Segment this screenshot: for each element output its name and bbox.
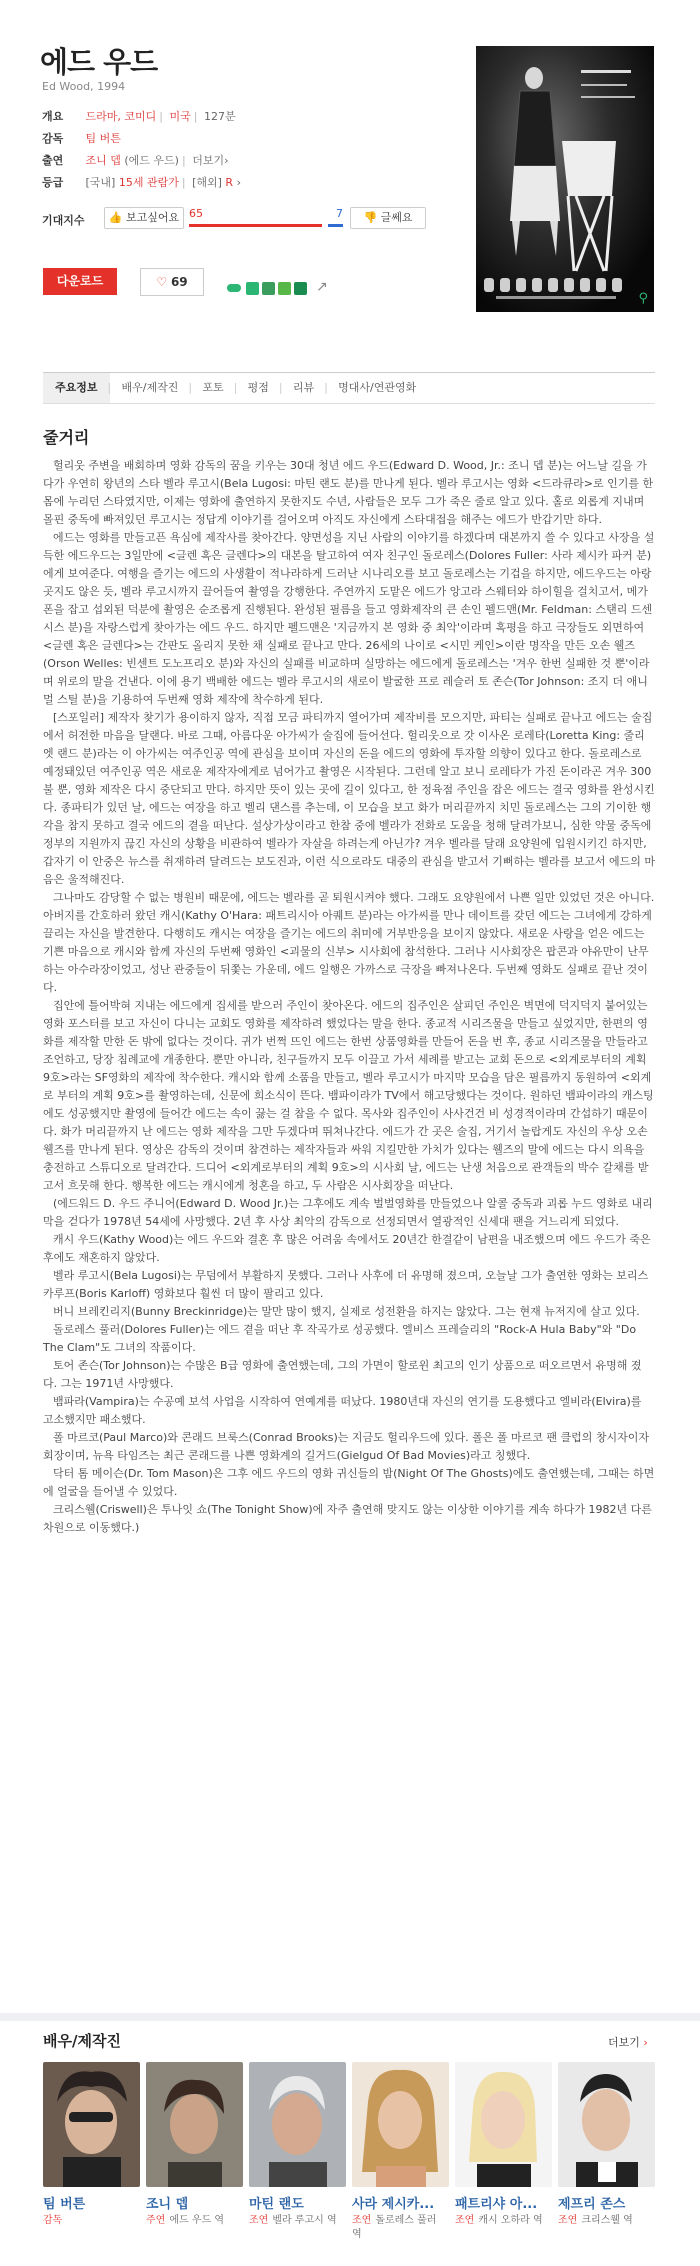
heart-icon: ♡ [156,275,168,289]
cast-role: 조연 캐시 오하라 역 [455,2215,543,2226]
cast-more-link[interactable]: 더보기 › [608,2036,648,2049]
not-bar [328,224,343,227]
cast-name[interactable]: 마틴 랜도 [249,2197,304,2212]
info-rating-row: 등급 [국내] 15세 관람가 | [해외] R › [42,176,241,189]
cast-card[interactable] [249,2062,346,2228]
want-to-see-button[interactable]: 👍 보고싶어요 [104,207,184,229]
search-icon[interactable]: ⚲ [638,291,648,306]
cast-name[interactable]: 사라 제시카... [352,2197,435,2212]
cast-section-title: 배우/제작진 [43,2032,121,2050]
tab-3[interactable]: | 평점 [236,373,281,403]
plot-paragraph: 폴 마르코(Paul Marco)와 콘래드 브룩스(Conrad Brooks)는 지금도 헐리우드에 있다. 폴은 폴 마르코 팬 클럽의 창시자이자 회장이며, 뉴욕 타임즈는 최근 콘래드를 나쁜 영화계의 길거드(Gielgud Of Bad Movies)라고 칭했다. [43,1431,649,1462]
share-me2-icon[interactable] [294,282,307,295]
rating-foreign-link[interactable]: R [225,176,234,189]
plot-paragraph: 토어 존슨(Tor Johnson)는 수많은 B급 영화에 출연했는데, 그의 가면이 할로윈 최고의 인기 상품으로 떠오르면서 유명해 졌다. 그는 1971년 사망했다. [43,1359,642,1390]
cast-photo[interactable] [249,2062,346,2187]
plot-paragraph: 닥터 톰 메이슨(Dr. Tom Mason)은 그후 에드 우드의 영화 귀신들의 밤(Night Of The Ghosts)에도 출연했는데, 그때는 하면에 얼굴을 들어낼 수 있었다. [43,1467,655,1498]
plot-paragraph: 헐리웃 주변을 배회하며 영화 감독의 꿈을 키우는 30대 청년 에드 우드(Edward D. Wood, Jr.: 조니 뎁 분)는 어느날 길을 가다가 우연히 왕년의 스타 벨라 루고시(Bela Lugosi: 마틴 랜도 분)를 만나게 된다. 벨라 루고시는 영화 <드라큐라>로 인기를 한 몸에 누리던 스타였지만, 이제는 영화에 출연하지 못한지도 수년, 사람들은 모두 그가 죽은 줄로 알고 있다. 홀로 외롭게 지내며 몰핀 중독에 빠져있던 루고시는 정답게 이야기를 걸어오며 아직도 자신에게 스타대접을 해주는 에드가 반갑기만 하다. [43,459,654,526]
cast-more-link[interactable]: 더보기 [192,154,225,167]
info-director-row [42,130,121,146]
plot-paragraph: 크리스웰(Criswell)은 투나잇 쇼(The Tonight Show)에 자주 출연해 맞지도 않는 이상한 이야기를 계속 하다가 1982년 다른 차원으로 이동했다.) [43,1503,652,1534]
cast-name[interactable]: 팀 버튼 [43,2197,86,2212]
want-count: 65 [189,207,203,220]
plot-paragraph: 버니 브레킨리지(Bunny Breckinridge)는 말만 많이 했지, 실제로 성전환을 하지는 않았다. 그는 현재 뉴저지에 살고 있다. [53,1305,640,1318]
cast-card[interactable] [43,2062,140,2228]
genre-link[interactable]: 드라마, 코미디 [85,110,157,123]
thumbs-down-icon: 👎 [363,211,378,224]
movie-subtitle: Ed Wood, 1994 [42,80,126,93]
like-count: 69 [170,275,188,289]
cast-card[interactable] [558,2062,655,2228]
plot-paragraph: [스포일러] 제작자 찾기가 용이하지 않자, 직접 모금 파티까지 열어가며 제작비를 모으지만, 파티는 실패로 끝나고 에드는 술집에서 허전한 마음을 달랜다. 바로 그때, 아름다운 아가씨가 술집에 들어선다. 헐리웃으로 갓 이사온 로레타(Loretta King: 줄리엣 랜드 분)라는 이 아가씨는 여주인공 역에 관심을 보이며 자신의 돈을 에드의 영화에 투자할 의향이 있다고 한다. 돌로레스로 예정돼있던 여주인공 역은 새로운 제작자에게로 넘어가고 촬영은 시작된다. 그런데 알고 보니 로레타가 가진 돈이라곤 겨우 300불 뿐, 영화 제작은 다시 중단되고 만다. 하지만 뜻이 있는 곳에 길이 있다고, 한 정육점 주인을 잡은 에드는 결국 영화를 완성시킨다. 종파티가 있던 날, 에드는 여장을 하고 벨리 댄스를 추는데, 이 모습을 보고 화가 머리끝까지 치민 돌로레스는 그의 기이한 행각을 참지 못하고 결국 에드의 곁을 떠난다. 설상가상이라고 한참 중에 벨라가 전화로 도움을 청해 달려가보니, 심한 약물 중독에 정부의 지원까지 끊긴 자신의 상황을 비관하여 벨라가 자살을 하려는게 아닌가? 겨우 벨라를 달래 요양원에 입원시키긴 하지만, 갑자기 이 안중은 뉴스를 취재하려 달려드는 보도진과, 이런 식으로라도 대중의 관심을 받고서 기뻐하는 벨라를 보고서 에드의 마음은 울적해진다. [43,711,655,886]
runtime: 127분 [203,110,236,123]
share-band-icon[interactable] [246,282,259,295]
share-cafe-icon[interactable] [278,282,291,295]
cast-role: 조연 크리스웰 역 [558,2215,633,2226]
like-button[interactable] [140,268,204,296]
section-divider [0,2013,700,2021]
cast-list [43,2062,655,2262]
cast-role: (에드 우드) [124,154,179,167]
share-icon[interactable]: ↗ [316,279,328,295]
plot-paragraph: 돌로레스 풀러(Dolores Fuller)는 에드 곁을 떠난 후 작곡가로 성공했다. 엘비스 프레슬리의 "Rock-A Hula Baby"와 "Do The Clam"도 그녀의 작품이다. [43,1323,637,1354]
cast-photo[interactable] [455,2062,552,2187]
plot-paragraph: 그나마도 감당할 수 없는 병원비 때문에, 에드는 벨라를 곧 퇴원시켜야 했다. 그래도 요양원에서 나쁜 일만 있었던 것은 아니다. 아버지를 간호하러 왔던 캐시(Kathy O'Hara: 패트리시아 아퀘트 분)라는 아가씨를 만나 데이트를 갖던 에드는 그녀에게 강하게 끌리는 자신을 발견한다. 다행히도 캐시는 여장을 즐기는 에드의 취미에 거부반응을 보이지 않았다. 새로운 사랑을 얻은 에드는 기쁜 마음으로 캐시와 함께 자신의 두번째 영화인 <괴물의 신부> 시사회에 참석한다. 그러나 시사회장은 팝콘과 야유만이 난무하는 아수라장이었고, 성난 관중들이 뒤쫓는 가운데, 에드 일행은 가까스로 극장을 빠져나온다. 두번째 영화도 실패로 끝난 것이다. [43,891,655,994]
cast-name[interactable]: 조니 뎁 [146,2197,189,2212]
info-cast-row: 출연 조니 뎁 (에드 우드) | 더보기› [42,154,229,167]
poster-image [476,46,654,312]
rating-domestic-link[interactable]: 15세 관람가 [118,176,179,189]
expect-bar [189,207,343,235]
tab-4[interactable]: | 리뷰 [281,373,326,403]
tab-0[interactable]: 주요정보 [43,373,110,403]
tab-1[interactable]: | 배우/제작진 [110,373,191,403]
info-label: 출연 [42,154,64,167]
cast-role: 감독 [43,2215,63,2226]
cast-role: 조연 돌로레스 풀러 역 [352,2215,437,2240]
director-link[interactable]: 팀 버튼 [85,132,121,145]
plot-paragraph: 집안에 틀어박혀 지내는 에드에게 집세를 받으러 주인이 찾아온다. 에드의 집주인은 살피던 주인은 벽면에 덕지덕지 붙어있는 영화 포스터를 보고 자신이 다니는 교회도 영화를 제작하려 했었다는 말을 한다. 종교적 시리즈물을 만들고 싶었지만, 한편의 영화를 제작할 만한 돈 밖에 없다는 것이다. 귀가 번쩍 뜨인 에드는 한번 상품영화를 만들어 돈을 번 후, 종교 시리즈물을 만들라고 조언하고, 당장 침례교에 개종한다. 뿐만 아니라, 친구들까지 모두 이끌고 가서 세례를 받고는 교회 돈으로 <외계로부터의 계획 9호>라는 SF영화의 제작에 착수한다. 캐시와 함께 소품을 만들고, 벨라 루고시가 마지막 모습을 담은 필름까지 동원하여 <외계로 부터의 계획 9호>를 촬영하는데, 신문에 희소식이 뜬다. 뱀파이라가 TV에서 해고당했다는 것이다. 원하던 뱀파이라의 캐스팅에도 성공했지만 촬영에 들어간 에드는 속이 끓는 걸 참을 수 없다. 목사와 집주인이 사사건건 비 성경적이라며 간섭하기 때문이다. 화가 머리끝까지 난 에드는 영화 제작을 그만 두겠다며 뛰쳐나간다. 에드가 간 곳은 술집, 거기서 놀랍게도 자신의 우상 오손 웰즈를 만나게 된다. 영상은 감독의 것이며 참견하는 제작자들과 싸워 지킬만한 가치가 있다는 웰즈의 말에 에드는 다시 의욕을 충전하고 스튜디오로 달려간다. 드디어 <외계로부터의 계획 9호>의 시사회 날, 에드는 난생 처음으로 관객들의 박수 갈채를 받고서 흐뭇해 한다. 행복한 에드는 캐시에게 청혼을 하고, 두 사람은 시사회장을 떠난다. [43,999,654,1192]
page-title: 에드 우드 [40,45,158,79]
cast-role: 주연 에드 우드 역 [146,2215,224,2226]
want-bar [189,224,322,227]
plot-text [43,457,655,1537]
thumbs-up-icon: 👍 [108,211,123,224]
movie-poster[interactable] [476,46,654,312]
cast-card[interactable] [455,2062,552,2228]
not-count: 7 [336,207,343,220]
chevron-right-icon: › [643,2036,648,2049]
plot-paragraph: 벨라 루고시(Bela Lugosi)는 무덤에서 부활하지 못했다. 그러나 사후에 더 유명해 졌으며, 오늘날 그가 출연한 영화는 보리스 카루프(Boris Karloff) 영화보다 훨씬 더 많이 팔리고 있다. [43,1269,649,1300]
country-link[interactable]: 미국 [169,110,191,123]
cast-photo[interactable] [146,2062,243,2187]
cast-photo[interactable] [43,2062,140,2187]
info-label: 등급 [42,176,64,189]
not-sure-button[interactable]: 👎 글쎄요 [350,207,426,229]
plot-paragraph: (에드워드 D. 우드 주니어(Edward D. Wood Jr.)는 그후에도 계속 벌벌영화를 만들었으나 알콜 중독과 괴롭 누드 영화로 내리막을 걷다가 1978년 54세에 사망했다. 2년 후 사상 최악의 감독으로 선정되면서 열광적인 신세대 팬을 거느리게 되었다. [43,1197,653,1228]
info-label: 감독 [42,132,64,145]
tab-5[interactable]: | 명대사/연관영화 [326,373,428,403]
tab-2[interactable]: | 포토 [190,373,235,403]
info-label: 개요 [42,110,64,123]
plot-paragraph: 캐시 우드(Kathy Wood)는 에드 우드와 결혼 후 많은 어려움 속에서도 20년간 한결같이 남편을 내조했으며 에드 우드가 죽은 후에도 재혼하지 않았다. [43,1233,651,1264]
cast-link[interactable]: 조니 뎁 [85,154,121,167]
expect-label: 기대지수 [42,214,85,227]
download-button[interactable]: 다운로드 [43,268,117,295]
cast-name[interactable]: 패트리샤 아... [455,2197,538,2212]
cast-role: 조연 벨라 루고시 역 [249,2215,337,2226]
info-genre-row: 개요 드라마, 코미디 | 미국 | 127분 [42,110,236,123]
cast-card[interactable] [352,2062,449,2242]
plot-paragraph: 에드는 영화를 만들고픈 욕심에 제작사를 찾아간다. 양면성을 지닌 사람의 이야기를 하겠다며 대본까지 쓸 수 있다고 사장을 설득한 에드우드는 3일만에 <글렌 혹은 글렌다>의 대본을 탈고하여 여자 친구인 돌로레스(Dolores Fuller: 사라 제시카 파커 분)에게 보여준다. 여행을 즐기는 에드의 사생활이 적나라하게 드러난 시나리오를 보고 돌로레스는 기겁을 하지만, 에드우드는 아랑곳지도 않은 듯, 벨라 루고시까지 끌어들여 촬영을 강행한다. 주연까지 도맡은 에드가 앙고라 스웨터와 하이힐을 걸치고서, 메가폰을 잡고 섭외된 덕분에 촬영은 순조롭게 진행된다. 완성된 필름을 들고 영화제작의 큰 손인 펠드맨(Mr. Feldman: 스탠리 드센시스 분)을 자랑스럽게 찾아가는 에드 우드. 하지만 펠드맨은 '지금까지 본 영화 중 최악'이라며 혹평을 하고 극장들도 외면하여 <글렌 혹은 글렌다>는 간판도 올리지 못한 채 실패로 끝나고 만다. 26세의 나이로 <시민 케인>이란 명작을 만든 오손 웰즈(Orson Welles: 빈센트 도노프리오 분)와 자신의 실패를 비교하며 실망하는 에드에게 돌로레스는 '겨우 한번 실패한 것 뿐'이라며 위로의 말을 건낸다. 이에 용기 백배한 에드는 벨라 루고시의 새로이 발굴한 프로 레슬러 토 존슨(Tor Johnson: 조지 더 애니멀 스틸 분)을 기용하여 두번째 영화 제작에 착수하게 된다. [43,531,655,706]
plot-title: 줄거리 [43,428,90,447]
cast-name[interactable]: 제프리 존스 [558,2197,626,2212]
cast-photo[interactable] [558,2062,655,2187]
naver-icon[interactable] [227,284,241,292]
plot-paragraph: 뱀파라(Vampira)는 수공예 보석 사업을 시작하여 연예계를 떠났다. 1980년대 자신의 연기를 도용했다고 엘비라(Elvira)를 고소했지만 패소했다. [43,1395,642,1426]
cast-card[interactable] [146,2062,243,2228]
tab-bar [43,372,655,404]
share-blog-icon[interactable] [262,282,275,295]
cast-photo[interactable] [352,2062,449,2187]
